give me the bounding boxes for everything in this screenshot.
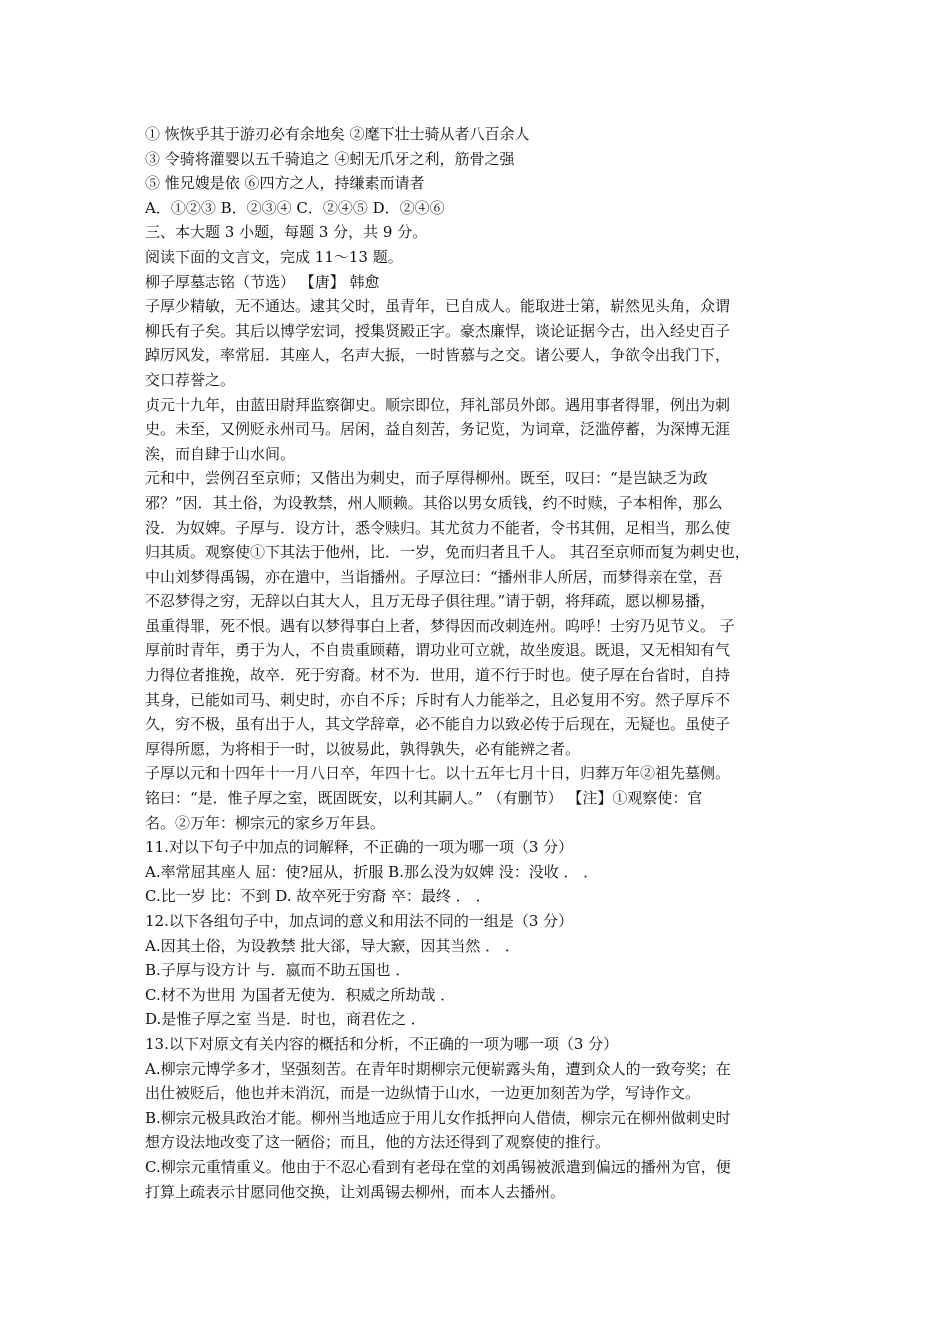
text-line: 铭曰：“是．惟子厚之室，既固既安，以利其嗣人。” （有删节） 【注】①观察使：官 <box>145 789 703 808</box>
text-line: 其身，已能如司马、刺史时，亦自不斥；斥时有人力能举之，且必复用不穷。然子厚斥不 <box>145 690 731 709</box>
question-option: B.柳宗元极具政治才能。柳州当地适应于用儿女作抵押向人借债，柳宗元在柳州做刺史时 <box>145 1108 731 1127</box>
question-option: 想方设法地改变了这一陋俗；而且，他的方法还得到了观察使的推行。 <box>145 1133 611 1152</box>
text-line: 涘，而自肆于山水间。 <box>145 444 296 463</box>
text-line: 厚前时青年，勇于为人，不自贵重顾藉，谓功业可立就，故坐废退。既退，又无相知有气 <box>145 641 731 660</box>
question-option: C.柳宗元重情重义。他由于不忍心看到有老母在堂的刘禹锡被派遣到偏远的播州为官，便 <box>145 1157 731 1176</box>
text-line: 邪？”因．其土俗，为设教禁，州人顺赖。其俗以男女质钱，约不时赎，子本相侔，那么 <box>145 493 723 512</box>
text-line: A．①②③ B．②③④ C．②④⑤ D．②④⑥ <box>145 198 445 217</box>
question-11: 11.对以下句子中加点的词解释，不正确的一项为哪一项（3 分） <box>145 838 574 857</box>
text-line: 中山刘梦得禹锡，亦在遣中，当诣播州。子厚泣曰：“播州非人所居，而梦得亲在堂，吾 <box>145 567 723 586</box>
question-option: D.是惟子厚之室 当是．时也，商君佐之 ． <box>145 1010 426 1029</box>
text-line: 力得位者推挽，故卒．死于穷裔。材不为．世用，道不行于时也。使子厚在台省时，自持 <box>145 666 731 685</box>
text-line: 子厚少精敏，无不通达。逮其父时，虽青年，已自成人。能取进士第，崭然见头角，众谓 <box>145 297 731 316</box>
text-line: ⑤ 惟兄嫂是依 ⑥四方之人，持缣素而请者 <box>145 174 425 193</box>
question-option: 出仕被贬后，他也并未消沉，而是一边纵情于山水，一边更加刻苦为学，写诗作文。 <box>145 1084 701 1103</box>
text-line: 元和中，尝例召至京师；又偕出为刺史，而子厚得柳州。既至，叹曰：“是岂缺乏为政 <box>145 469 708 488</box>
text-line: 虽重得罪，死不恨。遇有以梦得事白上者，梦得因而改刺连州。呜呼！士穷乃见节义。 子 <box>145 616 735 635</box>
question-option: C.比一岁 比：不到 D. 故卒死于穷裔 卒：最终 ． ． <box>145 887 491 906</box>
question-option: A.因其土俗，为设教禁 批大郤，导大窾，因其当然 ． ． <box>145 936 520 955</box>
text-line: ① 恢恢乎其于游刃必有余地矣 ②麾下壮士骑从者八百余人 <box>145 125 530 143</box>
text-line: 不忍梦得之穷，无辞以白其大人，且万无母子俱往理。”请于朝，将拜疏，愿以柳易播， <box>145 592 716 611</box>
text-line: 史。未至，又例贬永州司马。居闲，益自刻苦，务记览，为词章，泛滥停蓄，为深博无涯 <box>145 420 731 439</box>
passage-title: 柳子厚墓志铭（节选） 【唐】 韩愈 <box>145 272 380 291</box>
text-line: 交口荐誉之。 <box>145 370 236 389</box>
question-12: 12.以下各组句子中，加点词的意义和用法不同的一组是（3 分） <box>145 912 574 930</box>
text-line: 柳氏有子矣。其后以博学宏词，授集贤殿正字。豪杰廉悍，谈论证据今古，出入经史百子 <box>145 321 731 340</box>
text-line: ③ 令骑将灌婴以五千骑追之 ④蚓无爪牙之利，筋骨之强 <box>145 149 515 168</box>
text-line: 厚得所愿，为将相于一时，以彼易此，孰得孰失，必有能辨之者。 <box>145 739 581 758</box>
question-option: A.率常屈其座人 屈：使?屈从，折服 B.那么没为奴婢 没：没收 ． ． <box>145 862 599 881</box>
text-line: 名。②万年：柳宗元的家乡万年县。 <box>145 813 386 832</box>
section-heading: 三、本大题 3 小题，每题 3 分，共 9 分。 <box>145 223 428 242</box>
text-line: 贞元十九年，由蓝田尉拜监察御史。顺宗即位，拜礼部员外郎。遇用事者得罪，例出为刺 <box>145 395 731 414</box>
text-line: 子厚以元和十四年十一月八日卒，年四十七。以十五年七月十日，归葬万年②祖先墓侧。 <box>145 764 731 783</box>
question-option: 打算上疏表示甘愿同他交换，让刘禹锡去柳州，而本人去播州。 <box>145 1182 566 1201</box>
text-line: 没．为奴婢。子厚与．设方计，悉令赎归。其尤贫力不能者，令书其佣，足相当，那么使 <box>145 518 731 537</box>
text-line: 阅读下面的文言文，完成 11～13 题。 <box>145 247 403 266</box>
text-line: 踔厉风发，率常屈．其座人，名声大振，一时皆慕与之交。诸公要人，争欲令出我门下， <box>145 346 731 365</box>
text-line: 归其质。观察使①下其法于他州，比．一岁，免而归者且千人。 其召至京师而复为刺史也， <box>145 543 750 562</box>
text-line: 久，穷不极，虽有出于人，其文学辞章，必不能自力以致必传于后现在，无疑也。虽使子 <box>145 715 731 734</box>
question-option: A.柳宗元博学多才，坚强刻苦。在青年时期柳宗元便崭露头角，遭到众人的一致夸奖；在 <box>145 1059 731 1078</box>
question-option: C.材不为世用 为国者无使为．积威之所劫哉 ． <box>145 985 456 1004</box>
question-13: 13.以下对原文有关内容的概括和分析，不正确的一项为哪一项（3 分） <box>145 1034 619 1053</box>
question-option: B.子厚与设方计 与．嬴而不助五国也 ． <box>145 961 411 980</box>
